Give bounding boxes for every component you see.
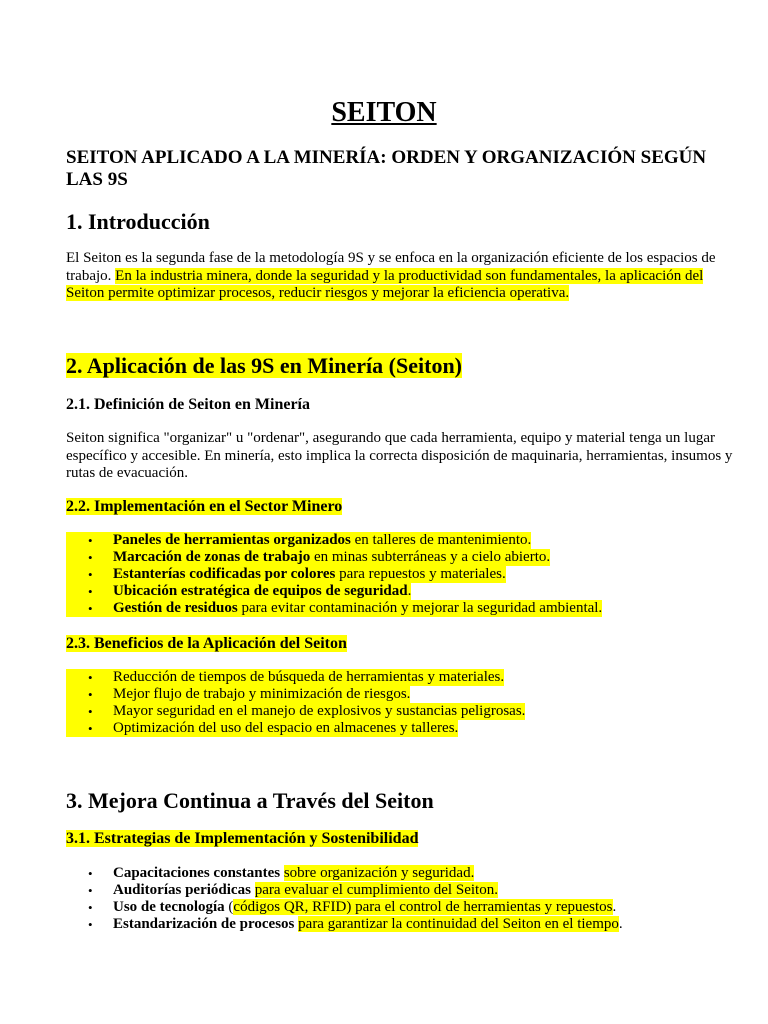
subsection-2-2-heading-text: 2.2. Implementación en el Sector Minero	[66, 498, 343, 515]
list-item	[66, 882, 742, 899]
subsection-2-3-heading-text: 2.3. Beneficios de la Aplicación del Seiton	[66, 635, 347, 652]
list-item	[66, 583, 411, 600]
section-2-heading	[66, 353, 462, 379]
list-item-bold: Uso de tecnología	[113, 899, 225, 915]
list-item-text: para repuestos y materiales.	[335, 566, 506, 582]
list-item-bold: Gestión de residuos	[113, 600, 238, 616]
list-item-text: (	[224, 899, 234, 915]
bullet-icon: •	[88, 721, 93, 736]
list-item-tail: .	[618, 916, 623, 932]
benefits-list	[66, 669, 742, 737]
bullet-icon: •	[88, 883, 93, 898]
list-item-text: en talleres de mantenimiento.	[350, 532, 532, 548]
bullet-icon: •	[88, 584, 93, 599]
bullet-icon: •	[88, 866, 93, 881]
subsection-3-1-heading	[66, 829, 418, 849]
list-item-bold: Estandarización de procesos	[113, 916, 295, 932]
list-item	[66, 532, 531, 549]
list-item	[66, 600, 602, 617]
list-item-bold: Estanterías codificadas por colores	[113, 566, 336, 582]
list-item-text: Mayor seguridad en el manejo de explosivos y sustancias peligrosas.	[113, 703, 526, 719]
list-item	[66, 899, 742, 916]
section-2-heading-text: 2. Aplicación de las 9S en Minería (Seiton)	[66, 353, 462, 378]
list-item	[66, 720, 458, 737]
list-item	[66, 549, 550, 566]
document-title: SEITON	[331, 97, 437, 128]
document-subtitle: SEITON APLICADO A LA MINERÍA: ORDEN Y ORGANIZACIÓN SEGÚN LAS 9S	[66, 147, 707, 190]
list-item	[66, 703, 525, 720]
bullet-icon: •	[88, 917, 93, 932]
list-item-text: Mejor flujo de trabajo y minimización de riesgos.	[113, 686, 411, 702]
section-1-paragraph	[66, 250, 742, 303]
list-item	[66, 865, 742, 882]
list-item-text: Optimización del uso del espacio en almacenes y talleres.	[113, 720, 459, 736]
list-item-bold: Capacitaciones constantes	[113, 865, 281, 881]
list-item-text: Reducción de tiempos de búsqueda de herramientas y materiales.	[113, 669, 505, 685]
list-item	[66, 566, 506, 583]
subsection-2-3-heading	[66, 634, 347, 654]
subsection-2-1-paragraph: Seiton significa "organizar" u "ordenar", asegurando que cada herramienta, equipo y material tenga un lugar específico y accesible. En minería, esto implica la correcta disposición de maquinaria, herramientas, insumos y rutas de evacuación.	[66, 430, 733, 481]
list-item-text: en minas subterráneas y a cielo abierto.	[310, 549, 551, 565]
bullet-icon: •	[88, 900, 93, 915]
section-1-text: El Seiton es la segunda fase de la metodología 9S y se enfoca en la organización eficiente de los espacios de trabajo.	[66, 250, 716, 284]
list-item-text: para evitar contaminación y mejorar la seguridad ambiental.	[237, 600, 603, 616]
subsection-2-1-heading: 2.1. Definición de Seiton en Minería	[66, 396, 310, 413]
list-item-highlighted-text: para evaluar el cumplimiento del Seiton.	[254, 882, 498, 898]
subsection-2-2-heading	[66, 497, 342, 517]
list-item-highlighted-text: sobre organización y seguridad.	[283, 865, 475, 881]
list-item-tail: .	[612, 899, 617, 915]
list-item-highlighted-text: para garantizar la continuidad del Seiton en el tiempo	[298, 916, 619, 932]
bullet-icon: •	[88, 670, 93, 685]
section-1-heading: 1. Introducción	[66, 209, 210, 234]
bullet-icon: •	[88, 601, 93, 616]
list-item-text: .	[407, 583, 412, 599]
bullet-icon: •	[88, 687, 93, 702]
bullet-icon: •	[88, 550, 93, 565]
bullet-icon: •	[88, 533, 93, 548]
bullet-icon: •	[88, 567, 93, 582]
section-3-heading: 3. Mejora Continua a Través del Seiton	[66, 788, 434, 813]
list-item	[66, 686, 410, 703]
implementation-list	[66, 532, 742, 617]
list-item-bold: Auditorías periódicas	[113, 882, 251, 898]
section-1-highlighted-text: En la industria minera, donde la seguridad y la productividad son fundamentales, la aplicación del Seiton permite optimizar procesos, reducir riesgos y mejorar la eficiencia operativa.	[66, 267, 704, 301]
bullet-icon: •	[88, 704, 93, 719]
list-item	[66, 669, 504, 686]
list-item-highlighted-text: códigos QR, RFID) para el control de herramientas y repuestos	[233, 899, 613, 915]
subsection-3-1-heading-text: 3.1. Estrategias de Implementación y Sostenibilidad	[66, 830, 419, 847]
list-item	[66, 916, 742, 933]
list-item-bold: Marcación de zonas de trabajo	[113, 549, 311, 565]
list-item-bold: Paneles de herramientas organizados	[113, 532, 351, 548]
list-item-bold: Ubicación estratégica de equipos de seguridad	[113, 583, 408, 599]
strategies-list	[66, 865, 742, 933]
